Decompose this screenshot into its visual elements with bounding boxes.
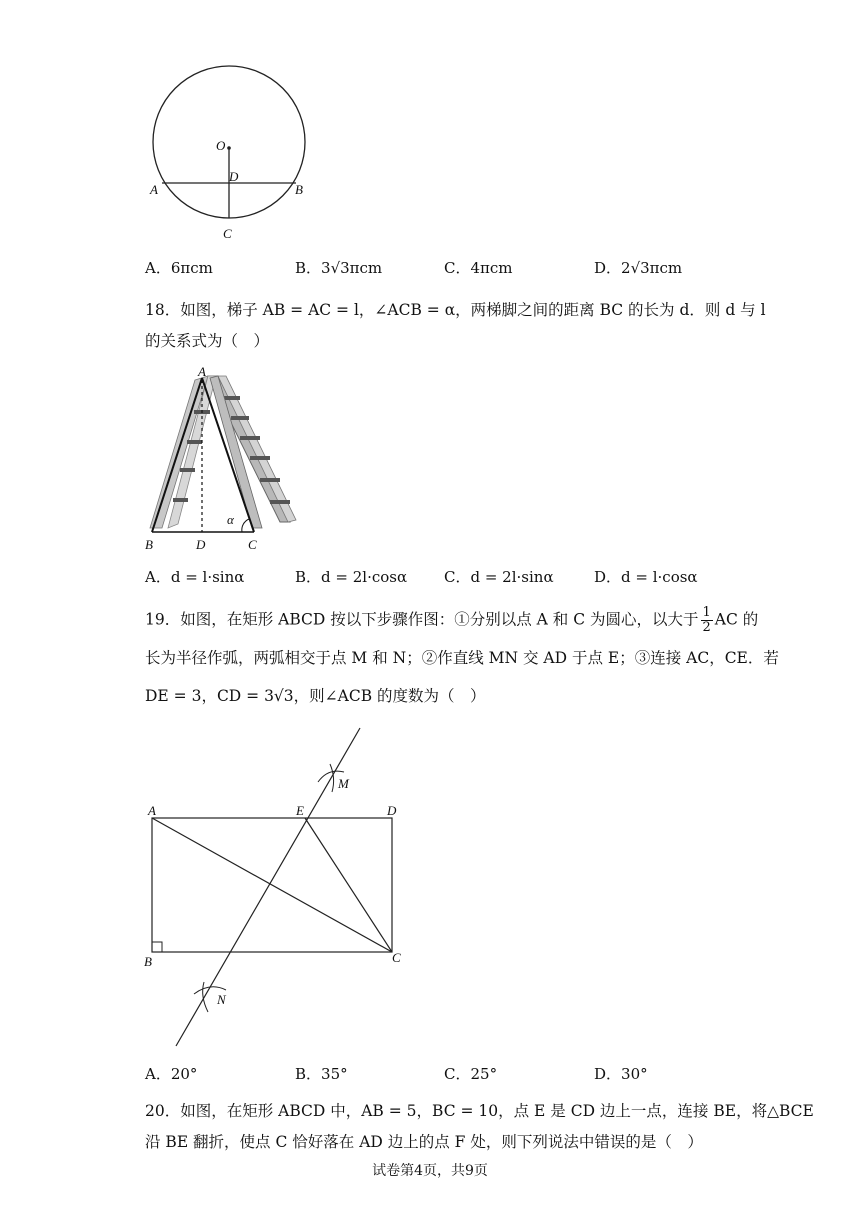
ladder-label-alpha: α [227,512,234,527]
fraction-one-half [701,606,713,635]
q17-option-a[interactable]: A．6πcm [145,259,213,277]
q18-stem-line1: 18．如图，梯子 AB = AC = l，∠ACB = α，两梯脚之间的距离 BC 的长为 d．则 d 与 l [145,301,766,319]
circle-figure [140,0,340,260]
q19-option-b[interactable]: B．35° [295,1065,348,1083]
q19-stem-line1-pre: 19．如图，在矩形 ABCD 按以下步骤作图：①分别以点 A 和 C 为圆心，以大于 [145,610,699,629]
q18-option-c[interactable]: C．d = 2l·sinα [444,568,554,586]
label-c: C [223,226,232,241]
rect-label-d: D [387,803,397,818]
q18-option-a[interactable]: A．d = l·sinα [145,568,245,586]
q19-stem-line2: 长为半径作弧，两弧相交于点 M 和 N；②作直线 MN 交 AD 于点 E；③连接 AC，CE．若 [145,649,779,667]
q20-stem-line1: 20．如图，在矩形 ABCD 中，AB = 5，BC = 10，点 E 是 CD 边上一点，连接 BE，将△BCE [145,1102,814,1120]
rect-label-n: N [217,992,226,1007]
q19-option-d[interactable]: D．30° [594,1065,648,1083]
ladder-label-c: C [248,537,257,552]
ladder-label-d: D [196,537,206,552]
rect-label-a: A [148,803,156,818]
q19-option-c[interactable]: C．25° [444,1065,498,1083]
q19-stem-line1 [145,606,758,635]
q20-stem-line2: 沿 BE 翻折，使点 C 恰好落在 AD 边上的点 F 处，则下列说法中错误的是（ ） [145,1133,703,1151]
q18-stem-line2: 的关系式为（ ） [145,332,270,350]
ladder-label-a: A [198,364,206,379]
page-footer: 试卷第4页，共9页 [372,1163,488,1179]
fraction-denominator: 2 [702,620,711,635]
q19-stem-line3: DE = 3，CD = 3√3，则∠ACB 的度数为（ ） [145,687,486,705]
q19-stem-line1-post: AC 的 [714,610,759,629]
q17-option-b[interactable]: B．3√3πcm [295,259,383,277]
rect-label-m: M [338,776,349,791]
label-o: O [216,138,226,153]
rect-label-e: E [296,803,304,818]
label-d: D [229,169,239,184]
q17-option-c[interactable]: C．4πcm [444,259,513,277]
ladder-figure [140,362,310,562]
rect-label-b: B [144,954,152,969]
q19-option-a[interactable]: A．20° [145,1065,198,1083]
rectangle-construction-figure [140,720,430,1060]
q18-option-d[interactable]: D．d = l·cosα [594,568,698,586]
ladder-label-b: B [145,537,153,552]
fraction-numerator: 1 [702,605,711,620]
rect-label-c: C [392,950,401,965]
label-b: B [295,182,303,197]
q17-option-d[interactable]: D．2√3πcm [594,259,683,277]
q18-option-b[interactable]: B．d = 2l·cosα [295,568,408,586]
label-a: A [150,182,158,197]
